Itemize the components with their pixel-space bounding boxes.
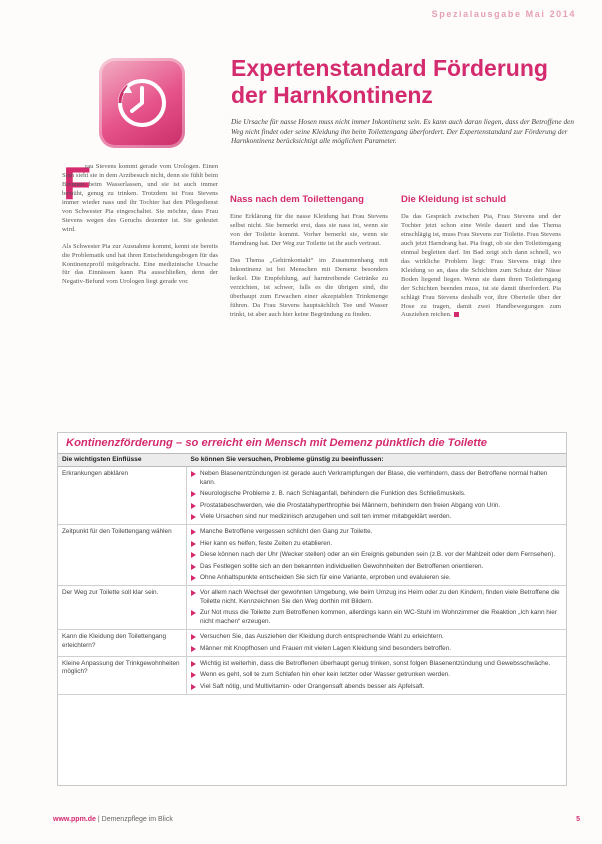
bullet-arrow-icon bbox=[191, 590, 196, 596]
list-item-text: Zur Not muss die Toilette zum Betroffenen kommen, allerdings kann ein WC-Stuhl im Wohnzimmer die Reaktion „Ich kann hier nicht machen“ erzeugen. bbox=[200, 609, 557, 625]
table-body bbox=[58, 467, 566, 695]
recommendation-list bbox=[191, 633, 562, 653]
bullet-arrow-icon bbox=[191, 575, 196, 581]
list-item bbox=[191, 502, 562, 510]
list-item bbox=[191, 645, 562, 653]
bullet-arrow-icon bbox=[191, 634, 196, 640]
influence-label: Kleine Anpassung der Trinkgewohnheiten möglich? bbox=[58, 656, 187, 694]
list-item bbox=[191, 574, 562, 582]
bullet-arrow-icon bbox=[191, 646, 196, 652]
paragraph: Als Schwester Pia zur Ausnahme kommt, kennt sie bereits die Problematik und hat ihren Entscheidungsbogen für das Kontinenzprofil mitgebracht. Eine medizinische Ursache für das Einnässen kann Pia ausschließen, denn der Negativ-Befund vom Urologen liegt gerade vor. bbox=[62, 242, 218, 286]
bullet-arrow-icon bbox=[191, 514, 196, 520]
paragraph: rau Stevens kommt gerade vom Urologen. Einen Sinn sieht sie in dem Arztbesuch nicht, denn sie fühlt beim Brennen beim Wasserlassen, und sie ist auch immer bemüht, genug zu trinken. Trotzdem ist Frau Stevens immer wieder nass und ihr Tochter hat den Pflegedienst von Schwester Pia eingeschaltet. Sie möchte, dass Frau Stevens wegen des Geruchs dezenter ist. Sie gedeutet wird. bbox=[62, 163, 218, 233]
list-item bbox=[191, 609, 562, 626]
list-item-text: Das Festlegen sollte sich an den bekannten individuellen Gewohnheiten der Betroffenen orientieren. bbox=[200, 562, 484, 570]
influence-label: Der Weg zur Toilette soll klar sein. bbox=[58, 586, 187, 630]
special-edition-label: Spezialausgabe Mai 2014 bbox=[431, 9, 576, 19]
list-item-text: Diese können nach der Uhr (Wecker stellen) oder an ein Ereignis gebunden sein (z.B. vor der Mahlzeit oder dem Fernsehen). bbox=[200, 551, 556, 559]
list-item bbox=[191, 660, 562, 668]
list-item bbox=[191, 589, 562, 606]
drop-cap: F bbox=[63, 157, 92, 209]
list-item-text: Neurologische Probleme z. B. nach Schlaganfall, behindern die Funktion des Schließmuskels. bbox=[200, 490, 466, 498]
recommendations-cell bbox=[187, 656, 567, 694]
bullet-arrow-icon bbox=[191, 503, 196, 509]
recommendations-cell bbox=[187, 630, 567, 657]
recommendation-list bbox=[191, 528, 562, 582]
bullet-arrow-icon bbox=[191, 541, 196, 547]
article-column-1 bbox=[62, 163, 218, 295]
list-item bbox=[191, 513, 562, 521]
bullet-arrow-icon bbox=[191, 564, 196, 570]
list-item bbox=[191, 490, 562, 498]
footer-url[interactable]: www.ppm.de bbox=[53, 816, 96, 823]
table-row bbox=[58, 656, 566, 694]
list-item bbox=[191, 551, 562, 559]
list-item bbox=[191, 470, 562, 487]
bullet-arrow-icon bbox=[191, 661, 196, 667]
footer bbox=[53, 816, 173, 823]
bullet-arrow-icon bbox=[191, 610, 196, 616]
section-heading: Die Kleidung ist schuld bbox=[401, 194, 507, 205]
clock-arrow-icon bbox=[112, 73, 172, 133]
end-mark-icon bbox=[454, 312, 459, 317]
list-item bbox=[191, 540, 562, 548]
list-item-text: Ohne Anhaltspunkte entscheiden Sie sich für eine Variante, erproben und evaluieren sie. bbox=[200, 574, 451, 582]
list-item-text: Neben Blasenentzündungen ist gerade auch Verkrampfungen der Blase, die verhindern, dass der Betroffene normal halten kann. bbox=[200, 470, 548, 486]
article-column-3 bbox=[401, 213, 561, 328]
table-header-row bbox=[58, 454, 566, 467]
list-item bbox=[191, 563, 562, 571]
table-header-right: So können Sie versuchen, Probleme günstig zu beeinflussen: bbox=[187, 454, 567, 467]
recommendation-list bbox=[191, 470, 562, 521]
influence-label: Erkrankungen abklären bbox=[58, 467, 187, 525]
bullet-arrow-icon bbox=[191, 684, 196, 690]
footer-text: | Demenzpflege im Blick bbox=[97, 816, 173, 823]
paragraph bbox=[401, 213, 561, 320]
list-item-text: Wichtig ist weiterhin, dass die Betroffenen überhaupt genug trinken, sonst folgen Blasenentzündung und Gewebsschwäche. bbox=[200, 659, 551, 667]
list-item bbox=[191, 671, 562, 679]
recommendations-cell bbox=[187, 525, 567, 586]
info-box bbox=[57, 432, 567, 786]
influence-label: Zeitpunkt für den Toilettengang wählen bbox=[58, 525, 187, 586]
info-table bbox=[58, 453, 566, 695]
bullet-arrow-icon bbox=[191, 672, 196, 678]
list-item-text: Hier kann es helfen, feste Zeiten zu etablieren. bbox=[200, 539, 333, 547]
article-column-2 bbox=[230, 213, 388, 327]
recommendation-list bbox=[191, 589, 562, 626]
info-box-title: Kontinenzförderung – so erreicht ein Mensch mit Demenz pünktlich die Toilette bbox=[66, 437, 488, 449]
list-item-text: Männer mit Knopfhosen und Frauen mit vielen Lagen Kleidung sind besonders betroffen. bbox=[200, 644, 452, 652]
article-lead: Die Ursache für nasse Hosen muss nicht immer Inkontinenz sein. Es kann auch daran liegen, dass der Betroffene den Weg nicht findet oder seine Kleidung ihn beim Toilettengang überfordert. Der Expertenstandard zur Förderung der Harnkontinenz berücksichtigt alle möglichen Parameter. bbox=[231, 117, 575, 146]
list-item bbox=[191, 633, 562, 641]
list-item bbox=[191, 683, 562, 691]
list-item-text: Vor allem nach Wechsel der gewohnten Umgebung, wie beim Umzug ins Heim oder zu den Kindern, finden viele Betroffene die Toilette nicht. Kennzeichnen Sie den Weg dorthin mit Bildern. bbox=[200, 589, 560, 605]
paragraph: Das Thema „Gehirnkontakt“ im Zusammenhang mit Inkontinenz ist bei Menschen mit Demenz besonders heikel. Die Empfehlung, auf harntreibende Getränke zu verzichten, ist schwer, falls es die übrigen sind, die überhaupt zum Erwachen einer akzeptablen Trinkmenge führen. Da Frau Stevens hauptsächlich Tee und Wasser trinkt, ist aber auch hier keine Begründung zu finden. bbox=[230, 256, 388, 318]
table-row bbox=[58, 630, 566, 657]
paragraph-text: Da das Gespräch zwischen Pia, Frau Stevens und der Tochter jetzt schon eine Weile dauert und das Thema einschlägig ist, muss Frau Stevens zur Toilette. Frau Stevens auch jetzt Harndrang hat. Pia fragt, ob sie den Toilettengang einmal begleiten darf. Im Bad zeigt sich dann schnell, wo das wirkliche Problem liegt: Frau Stevens trägt ihre Kleidung so an, dass die Schichten zum Schutz der Nässe Boden liegend liegen. Wenn sie dann ihren Toilettengang der Schichten beenden muss, ist sie damit überfordert. Pia schlägt Frau Stevens deshalb vor, ihre Oberteile über der Hose zu tragen, damit zwei Handbewegungen zum Ausziehen reichen. bbox=[401, 213, 561, 319]
recommendations-cell bbox=[187, 586, 567, 630]
list-item-text: Wenn es geht, soll te zum Schlafen hin eher kein letzter oder Wasser getrunken werden. bbox=[200, 671, 451, 679]
bullet-arrow-icon bbox=[191, 552, 196, 558]
paragraph: Eine Erklärung für die nasse Kleidung hat Frau Stevens selbst nicht. Sie bemerkt erst, dass sie nass ist, wenn sie von der Toilette kommt. Vorher bemerkt sie, wenn sie Harndrang hat. Der Weg zur Toilette ist ihr auch vertraut. bbox=[230, 213, 388, 247]
list-item-text: Manche Betroffene vergessen schlicht den Gang zur Toilette. bbox=[200, 528, 373, 536]
logo-badge bbox=[99, 58, 185, 148]
table-row bbox=[58, 586, 566, 630]
list-item-text: Viele Ursachen sind nur medizinisch anzugehen und soll ten immer mitabgeklärt werden. bbox=[200, 513, 452, 521]
list-item bbox=[191, 528, 562, 536]
table-row bbox=[58, 525, 566, 586]
bullet-arrow-icon bbox=[191, 491, 196, 497]
table-header-left: Die wichtigsten Einflüsse bbox=[58, 454, 187, 467]
recommendation-list bbox=[191, 660, 562, 691]
list-item-text: Prostatabeschwerden, wie die Prostatahyperthrophie bei Männern, behindern den freien Abgang von Urin. bbox=[200, 501, 501, 509]
bullet-arrow-icon bbox=[191, 471, 196, 477]
page-number: 5 bbox=[576, 816, 580, 823]
list-item-text: Versuchen Sie, das Ausziehen der Kleidung durch entsprechende Wahl zu erleichtern. bbox=[200, 633, 444, 641]
influence-label: Kann die Kleidung den Toilettengang erleichtern? bbox=[58, 630, 187, 657]
table-row bbox=[58, 467, 566, 525]
bullet-arrow-icon bbox=[191, 529, 196, 535]
article-title: Expertenstandard Förderung der Harnkontinenz bbox=[231, 55, 548, 108]
section-heading: Nass nach dem Toilettengang bbox=[230, 194, 364, 205]
recommendations-cell bbox=[187, 467, 567, 525]
list-item-text: Viel Saft nötig, und Multivitamin- oder Orangensaft abends besser als Apfelsaft. bbox=[200, 682, 425, 690]
